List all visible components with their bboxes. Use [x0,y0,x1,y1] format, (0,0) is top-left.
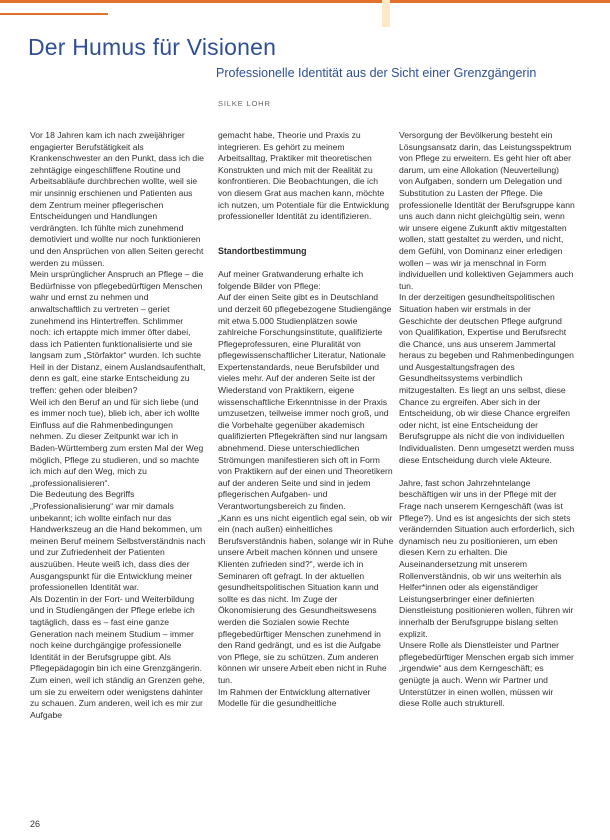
article-subtitle: Professionelle Identität aus der Sicht einer Grenzgängerin [216,66,537,80]
paragraph: Versorgung der Bevölkerung besteht ein Lösungsansatz darin, das Leistungsspektrum von Pflege zu erweitern. Es geht hier oft aber darum, um eine Allokation (Neuverteilung) von Aufgaben, sondern um Delegation und Substitution zu Lasten der Pflege. Die professionelle Identität der Berufsgruppe kann uns auch dann nicht gleichgültig sein, wenn wir unsere eigene Zukunft aktiv mitgestalten wollen, statt gestaltet zu werden, und nicht, dem Gefühl, von Dominanz einer erledigen wollen – was wir ja menschnal in Form individuellen und kollektiven Gejammers auch tun. [399,130,575,291]
paragraph: Im Rahmen der Entwicklung alternativer Modelle für die gesundheitliche [218,686,371,709]
paragraph: Als Dozentin in der Fort- und Weiterbildung und in Studiengängen der Pflege erlebe ich tagtäglich, dass es – fast eine ganze Generation nach meinem Studium – immer noch keine durchgängige professionelle Identität in der Berufsgruppe gibt. Als Pflegepädagogin bin ich eine Grenzgängerin. Zum einen, weil ich ständig an Grenzen gehe, um sie zu erweitern oder wenigstens dahinter zu schauen. Zum anderen, weil ich es mir zur Aufgabe [30,593,205,720]
paragraph: gemacht habe, Theorie und Praxis zu integrieren. Es gehört zu meinem Arbeitsalltag, Praktiker mit theoretischen Konstrukten und mich mit der Realität zu konfrontieren. Die Beobachtungen, die ich von diesem Grat aus machen kann, möchte ich nutzen, um Potentiale für die Entwicklung professioneller Identität zu identifizieren. [218,130,390,222]
spacer [218,258,394,270]
paragraph: Unsere Rolle als Dienstleister und Partner pflegebedürftiger Menschen ergab sich immer „irgendwie“ aus dem Kerngeschäft; es genügte ja auch. Wenn wir Partner und Unterstützer in einen wollen, müssen wir diese Rolle auch strukturell. [399,640,574,709]
paragraph: Auf meiner Gratwanderung erhalte ich folgende Bilder von Pflege: [218,269,364,291]
paragraph: Jahre, fast schon Jahrzehntelange beschäftigen wir uns in der Pflege mit der Frage nach unserem Kerngeschäft (was ist Pflege?). Und es ist angesichts der sich stets verändernden Situation auch erforderlich, sich dynamisch neu zu positionieren, um eben diesen Kern zu erhalten. Die Auseinandersetzung mit unserem Rollenverständnis, ob wir uns weiterhin als Helfer*innen oder als eigenständiger Leistungserbringer einer definierten Dienstleistung positionieren wollen, führen wir innerhalb der Berufsgruppe bislang selten explizit. [399,477,575,639]
paragraph: Auf der einen Seite gibt es in Deutschland und derzeit 60 pflegebezogene Studiengänge mit etwa 5.000 Studienplätzen sowie zahlreiche Forschungsinstitute, qualifizierte Pflegeprofessuren, eine Pluralität von pflegewissenschaftlicher Literatur, Nationale Expertenstandards, neue Berufsbilder und vieles mehr. Auf der anderen Seite ist der Wiederstand von Praktikern, eigene wissenschaftliche Erkenntnisse in der Praxis umzusetzen, teilweise immer noch groß, und die Vorbehalte gegenüber akademisch qualifizierten Pflegekräften sind nur langsam abnehmend. Diese unterschiedlichen Strömungen manifestieren sich oft in Form von Praktikern auf der einen und Theoretikern auf der anderen Seite und sind in jedem pflegerischen Aufgaben- und Verantwortungsbereich zu finden. [218,292,393,511]
text-column-1 [30,130,206,721]
spacer [399,466,575,478]
paragraph: Mein ursprünglicher Anspruch an Pflege – die Bedürfnisse von pflegebedürftigen Menschen wahr und ernst zu nehmen und anwaltschaftlich zu vertreten – geriet zunehmend ins Hintertreffen. Schlimmer noch: ich ertappte mich immer öfter dabei, dass ich Patienten funktionalisierte und sie langsam zum „Störfaktor“ wurden. Ich suchte Heil in der Distanz, einem Auslandsaufenthalt, denn es galt, eine starke Entscheidung zu treffen: gehen oder bleiben? [30,269,206,396]
paragraph: „Kann es uns nicht eigentlich egal sein, ob wir ein (nach außen) einheitliches Berufsverständnis haben, solange wir in Ruhe unsere Arbeit machen können und unsere Klienten zufrieden sind?“, werde ich in Seminaren oft gefragt. In der aktuellen gesundheitspolitischen Situation kann und sollte es das nicht. Im Zuge der Ökonomisierung des Gesundheitswesens werden die Sozialen sowie Rechte pflegebedürftiger Menschen zunehmend in den Rand gedrängt, und es ist die Aufgabe von Pflege, sie zu schützen. Zum anderen können wir unsere Arbeit eben nicht in Ruhe tun. [218,512,394,685]
corner-accent-rule [0,13,108,15]
spacer [218,223,394,235]
article-author: SILKE LOHR [218,99,271,108]
page-number: 26 [30,819,41,829]
paragraph: Weil ich den Beruf an und für sich liebe (und es immer noch tue), blieb ich, aber ich wollte Einfluss auf die Rahmenbedingungen nehmen. Zu dieser Zeitpunkt war ich in Baden-Württemberg zum ersten Mal der Weg möglich, Pflege zu studieren, und so machte ich mich auf den Weg, mich zu „professionalisieren“. [30,396,204,488]
top-accent-rule [0,0,610,3]
paragraph: Vor 18 Jahren kam ich nach zweijähriger engagierter Berufstätigkeit als Krankenschwester an den Punkt, dass ich die zehntägige eingeschliffene Routine und Arbeitsabläufe durchbrechen wollte, weil sie mir unsinnig erschienen und Patienten aus dem Zentrum meiner pflegerischen Entscheidungen und Handlungen verdrängten. Ich fühlte mich zunehmend demotiviert und wollte nur noch funktionieren und den Ansprüchen von allen Seiten gerecht werden zu müssen. [30,130,204,268]
paragraph: Die Bedeutung des Begriffs „Professionalisierung“ war mir damals unbekannt; ich wollte einfach nur das Handwerkszeug an die Hand bekommen, um meinen Beruf meinem Selbstverständnis nach und zur Zufriedenheit der Patienten auszuüben. Heute weiß ich, dass dies der Ausgangspunkt für die Entwicklung meiner professionellen Identität war. [30,489,206,593]
section-heading: Standortbestimmung [218,245,307,256]
text-column-3 [399,130,575,710]
paragraph: In der derzeitigen gesundheitspolitischen Situation haben wir erstmals in der Geschichte der deutschen Pflege aufgrund von Qualifikation, Expertise und Berufsrecht die Chance, uns aus unserem Jammertal heraus zu begeben und Rahmenbedingungen und Ausgestaltungsfragen des Gesundheitssystems verbindlich mitzugestalten. Es liegt an uns selbst, diese Chance zu ergreifen. Aber sich in der Entscheidung, ob wir diese Chance ergreifen oder nicht, ist eine Entscheidung der Berufsgruppe als nicht die von individuellen Individualisten. Denn umgesetzt werden muss diese Entscheidung durch viele Akteure. [399,292,575,465]
spacer [218,234,394,246]
text-column-2 [218,130,394,710]
article-title: Der Humus für Visionen [28,34,277,60]
header-marker-tab [382,0,390,27]
